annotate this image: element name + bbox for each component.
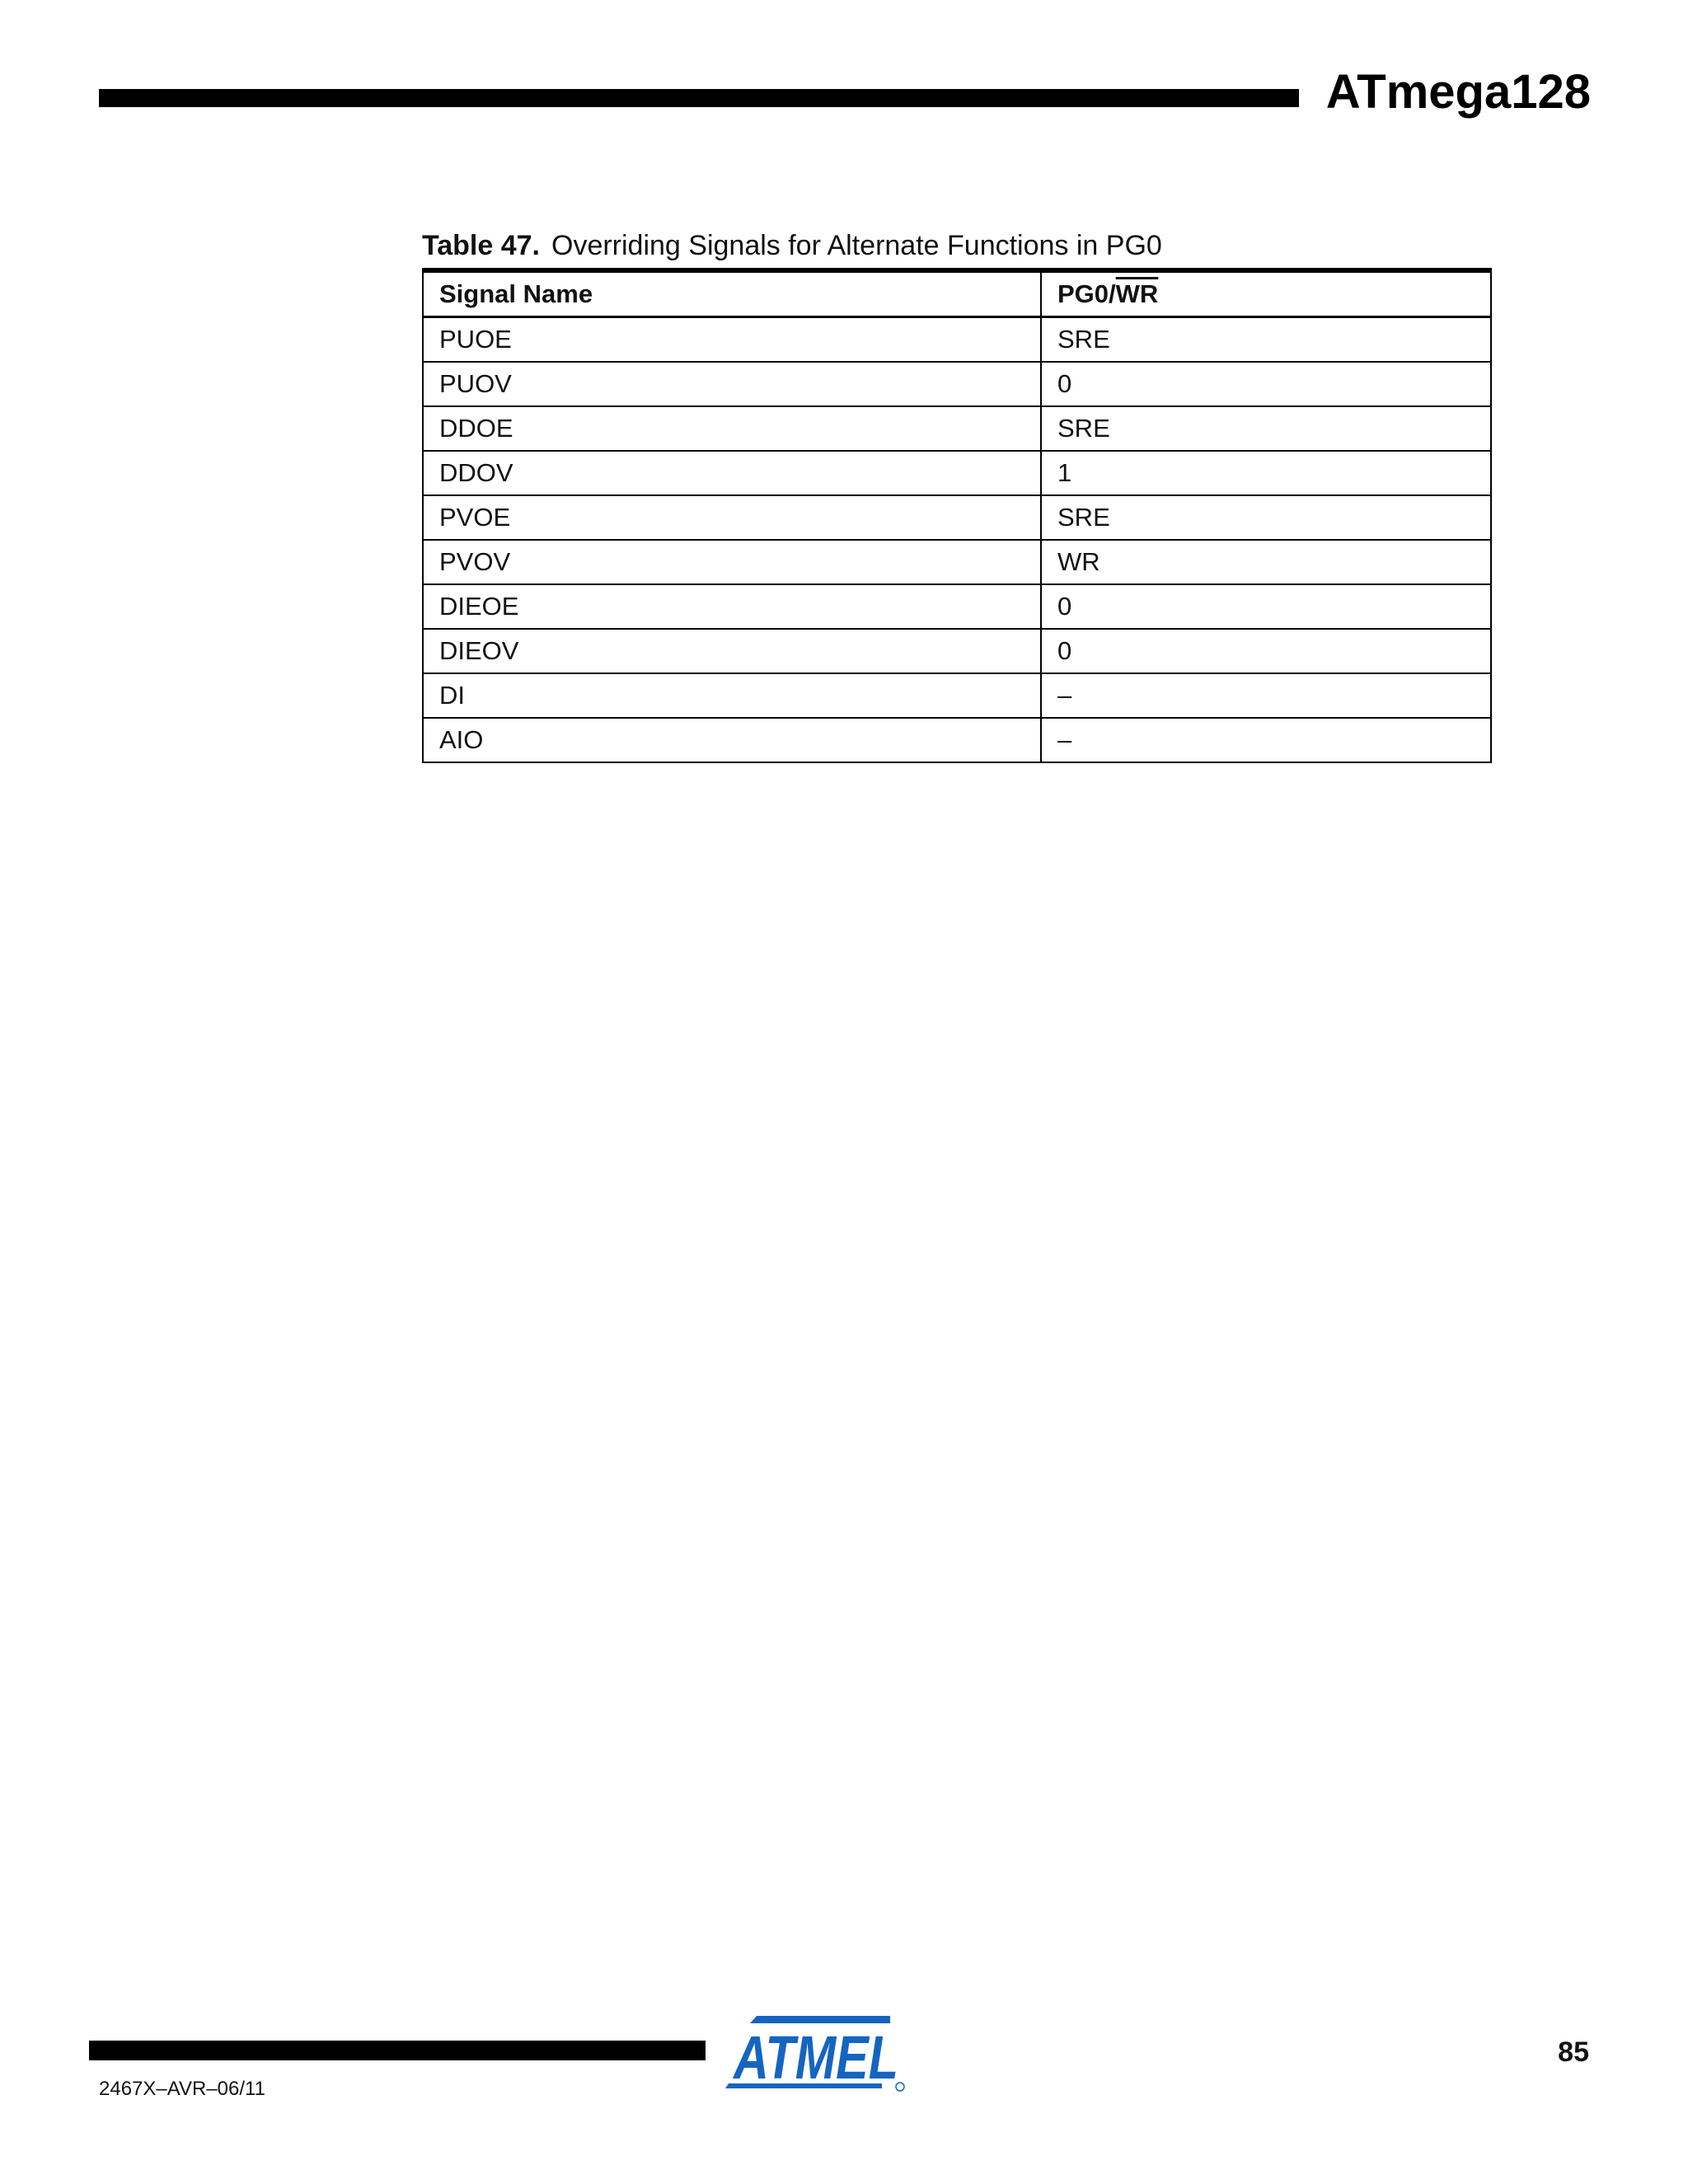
table-row [423, 317, 1491, 363]
signal-value-cell: 0 [1041, 584, 1491, 629]
table-row [423, 362, 1491, 406]
signal-value-cell: SRE [1041, 406, 1491, 451]
signal-name-cell: PVOE [423, 495, 1041, 540]
table-row [423, 718, 1491, 762]
table-row [423, 584, 1491, 629]
table-header-row [423, 270, 1491, 317]
table-row [423, 495, 1491, 540]
signal-name-cell: PVOV [423, 540, 1041, 584]
signal-table [422, 268, 1492, 763]
table-row [423, 540, 1491, 584]
logo-wordmark: ATMEL [732, 2023, 898, 2092]
document-id: 2467X–AVR–06/11 [99, 2078, 265, 2100]
column-header-signal-name: Signal Name [423, 270, 1041, 317]
table-row [423, 451, 1491, 495]
table-caption-text: Overriding Signals for Alternate Functions in PG0 [551, 230, 1162, 261]
table-caption [422, 227, 1162, 264]
table-row [423, 406, 1491, 451]
document-title: ATmega128 [1325, 65, 1591, 119]
column-header-pg0-wr [1041, 270, 1491, 317]
signal-name-cell: DI [423, 673, 1041, 718]
footer-rule [89, 2041, 706, 2060]
signal-value-cell: 1 [1041, 451, 1491, 495]
signal-value-cell: – [1041, 673, 1491, 718]
signal-name-cell: PUOV [423, 362, 1041, 406]
signal-value-cell: 0 [1041, 362, 1491, 406]
signal-value-cell: SRE [1041, 317, 1491, 363]
table-caption-number: Table 47. [422, 230, 540, 261]
signal-value-cell: WR [1041, 540, 1491, 584]
signal-name-cell: PUOE [423, 317, 1041, 363]
signal-value-cell: – [1041, 718, 1491, 762]
signal-value-cell: SRE [1041, 495, 1491, 540]
signal-name-cell: AIO [423, 718, 1041, 762]
signal-name-cell: DIEOV [423, 629, 1041, 673]
header-rule [99, 89, 1299, 107]
table-row [423, 673, 1491, 718]
column-header-wr-inverted: $\overline{WR}$ [1115, 279, 1159, 308]
logo-swoosh [750, 2016, 890, 2023]
signal-value-cell: 0 [1041, 629, 1491, 673]
atmel-logo [725, 2013, 907, 2092]
signal-name-cell: DDOV [423, 451, 1041, 495]
signal-name-cell: DDOE [423, 406, 1041, 451]
column-header-pg0: PG0/ [1057, 279, 1116, 308]
page-number: 85 [1558, 2036, 1589, 2068]
signal-name-cell: DIEOE [423, 584, 1041, 629]
table-row [423, 629, 1491, 673]
